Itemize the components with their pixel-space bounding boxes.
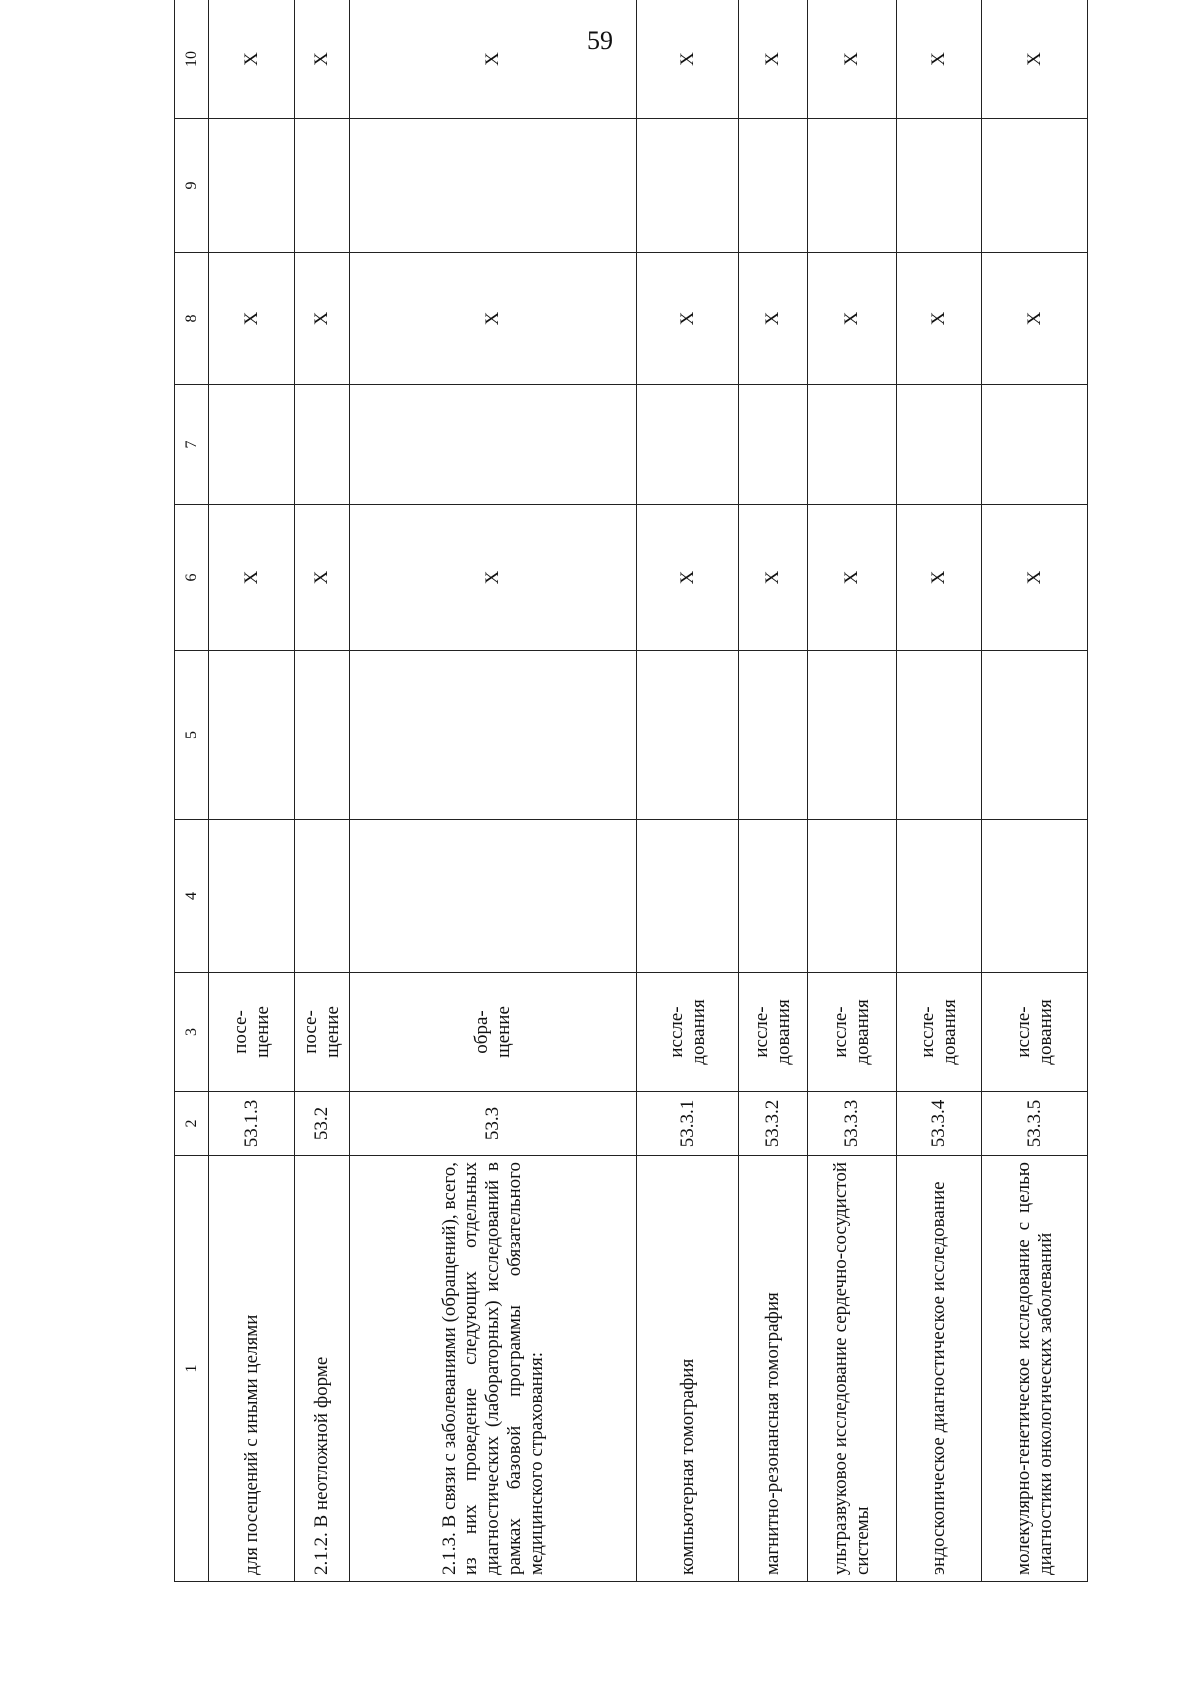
row-unit: иссле- дования [637,973,739,1092]
row-code: 53.3.3 [808,1092,897,1156]
row-code: 53.3.4 [896,1092,982,1156]
row-unit: иссле- дования [896,973,982,1092]
empty-cell [896,651,982,820]
column-number: 5 [175,651,209,820]
empty-cell [739,385,808,505]
row-code: 53.2 [294,1092,350,1156]
empty-cell [896,385,982,505]
row-name: молекулярно-генетическое исследование с целью диагностики онкологических заболеваний [982,1156,1088,1582]
empty-cell [209,651,295,820]
column-number: 2 [175,1092,209,1156]
empty-cell [637,119,739,253]
empty-cell [350,651,637,820]
empty-cell [209,385,295,505]
empty-cell [896,820,982,973]
empty-cell [350,385,637,505]
column-number: 3 [175,973,209,1092]
empty-cell [739,651,808,820]
data-table [174,0,1088,1582]
column-number: 4 [175,820,209,973]
x-mark-cell: X [294,505,350,651]
column-number: 9 [175,119,209,253]
row-name: 2.1.2. В неотложной форме [294,1156,350,1582]
row-code: 53.3.5 [982,1092,1088,1156]
row-name: магнитно-резонансная томография [739,1156,808,1582]
empty-cell [982,651,1088,820]
empty-cell [982,820,1088,973]
empty-cell [294,119,350,253]
row-name: эндоскопическое диагностическое исследование [896,1156,982,1582]
page-number: 59 [587,26,613,55]
row-unit: посе- щение [294,973,350,1092]
empty-cell [637,820,739,973]
x-mark-cell: X [808,0,897,119]
x-mark-cell: X [350,253,637,385]
row-unit: иссле- дования [808,973,897,1092]
x-mark-cell: X [350,0,637,119]
x-mark-cell: X [294,253,350,385]
row-name: ультразвуковое исследование сердечно-сосудистой системы [808,1156,897,1582]
table-row [294,0,350,1582]
column-number: 6 [175,505,209,651]
column-number: 1 [175,1156,209,1582]
empty-cell [982,119,1088,253]
table-container [174,51,1088,1582]
table-row [896,0,982,1582]
x-mark-cell: X [209,253,295,385]
empty-cell [637,385,739,505]
column-number: 8 [175,253,209,385]
empty-cell [896,119,982,253]
empty-cell [808,119,897,253]
empty-cell [350,119,637,253]
x-mark-cell: X [896,0,982,119]
row-unit: иссле- дования [739,973,808,1092]
row-code: 53.3.1 [637,1092,739,1156]
table-row [808,0,897,1582]
row-code: 53.3 [350,1092,637,1156]
x-mark-cell: X [808,253,897,385]
x-mark-cell: X [209,0,295,119]
empty-cell [739,820,808,973]
x-mark-cell: X [896,253,982,385]
x-mark-cell: X [896,505,982,651]
x-mark-cell: X [637,505,739,651]
table-row [209,0,295,1582]
empty-cell [982,385,1088,505]
x-mark-cell: X [982,0,1088,119]
row-code: 53.1.3 [209,1092,295,1156]
empty-cell [209,820,295,973]
x-mark-cell: X [209,505,295,651]
column-number: 7 [175,385,209,505]
row-name: для посещений с иными целями [209,1156,295,1582]
table-row [637,0,739,1582]
row-unit: посе- щение [209,973,295,1092]
empty-cell [808,385,897,505]
empty-cell [808,820,897,973]
x-mark-cell: X [294,0,350,119]
table-row [350,0,637,1582]
empty-cell [350,820,637,973]
table-row [982,0,1088,1582]
x-mark-cell: X [350,505,637,651]
x-mark-cell: X [637,253,739,385]
x-mark-cell: X [739,0,808,119]
empty-cell [739,119,808,253]
empty-cell [209,119,295,253]
empty-cell [294,651,350,820]
empty-cell [808,651,897,820]
table-row [739,0,808,1582]
x-mark-cell: X [808,505,897,651]
row-name: 2.1.3. В связи с заболеваниями (обращений), всего, из них проведение следующих отдельных диагностических (лабораторных) исследований в рамках базовой программы обязательного медицинского страхования: [350,1156,637,1582]
row-code: 53.3.2 [739,1092,808,1156]
empty-cell [294,820,350,973]
empty-cell [637,651,739,820]
x-mark-cell: X [982,253,1088,385]
row-unit: иссле- дования [982,973,1088,1092]
row-unit: обра- щение [350,973,637,1092]
x-mark-cell: X [739,505,808,651]
x-mark-cell: X [739,253,808,385]
empty-cell [294,385,350,505]
x-mark-cell: X [637,0,739,119]
header-row [175,0,209,1582]
x-mark-cell: X [982,505,1088,651]
row-name: компьютерная томография [637,1156,739,1582]
column-number: 10 [175,0,209,119]
